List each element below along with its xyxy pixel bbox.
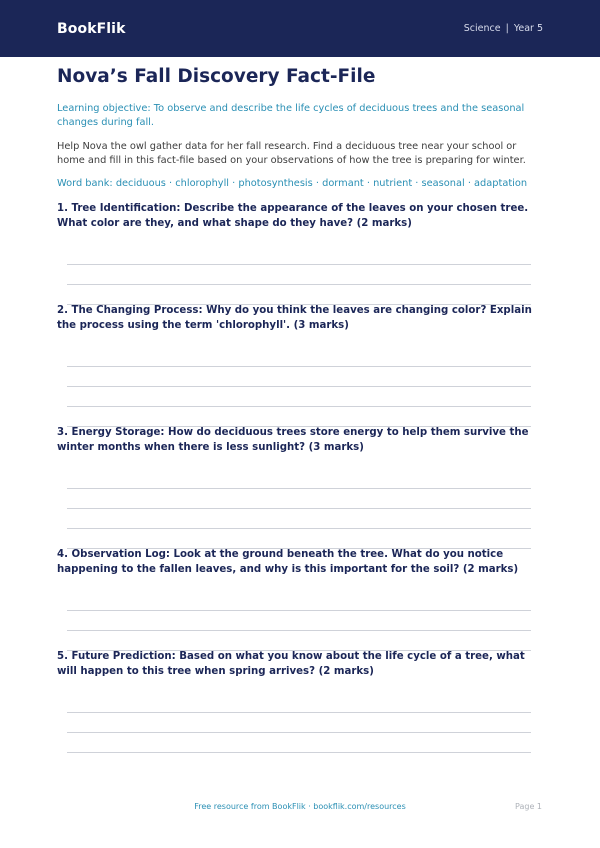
answer-line[interactable] — [67, 386, 531, 387]
brand-logo-text[interactable]: BookFlik — [57, 20, 126, 37]
subject-year-label — [464, 23, 543, 34]
answer-line[interactable] — [67, 630, 531, 631]
question-5 — [57, 650, 532, 679]
page-title: Nova’s Fall Discovery Fact-File — [57, 66, 376, 87]
question-text: 3. Energy Storage: How do deciduous trees store energy to help them survive the winter months when there is less sunlight? (3 marks) — [57, 427, 529, 453]
question-3 — [57, 426, 532, 455]
answer-line[interactable] — [67, 528, 531, 529]
answer-line[interactable] — [67, 732, 531, 733]
question-text: 5. Future Prediction: Based on what you know about the life cycle of a tree, what will happen to this tree when spring arrives? (2 marks) — [57, 651, 525, 677]
worksheet-intro — [57, 66, 532, 205]
answer-line[interactable] — [67, 406, 531, 407]
answer-line[interactable] — [67, 752, 531, 753]
question-text: 4. Observation Log: Look at the ground beneath the tree. What do you notice happening to the fallen leaves, and why is this important for the soil? (2 marks) — [57, 549, 519, 575]
footer-source-link[interactable]: Free resource from BookFlik · bookflik.com/resources — [194, 802, 406, 811]
intro-text: Help Nova the owl gather data for her fall research. Find a deciduous tree near your school or home and fill in this fact-file based on your observations of how the tree is preparing for winter. — [57, 141, 526, 166]
answer-line[interactable] — [67, 508, 531, 509]
answer-line[interactable] — [67, 610, 531, 611]
answer-line[interactable] — [67, 712, 531, 713]
answer-line[interactable] — [67, 488, 531, 489]
question-text: 1. Tree Identification: Describe the appearance of the leaves on your chosen tree. What color are they, and what shape do they have? (2 marks) — [57, 203, 529, 229]
answer-line[interactable] — [67, 264, 531, 265]
year-label: Year 5 — [513, 23, 543, 34]
subject-label: Science — [463, 23, 501, 34]
question-4 — [57, 548, 532, 577]
learning-objective: Learning objective: To observe and describe the life cycles of deciduous trees and the seasonal changes during fall. — [57, 103, 525, 128]
page-number: Page 1 — [515, 802, 542, 811]
answer-line[interactable] — [67, 284, 531, 285]
page-footer — [0, 802, 600, 814]
question-1 — [57, 202, 532, 231]
page-header — [0, 0, 600, 57]
answer-line[interactable] — [67, 366, 531, 367]
word-bank: Word bank: deciduous · chlorophyll · photosynthesis · dormant · nutrient · seasonal · adaptation — [57, 178, 528, 189]
question-2 — [57, 304, 532, 333]
question-text: 2. The Changing Process: Why do you think the leaves are changing color? Explain the process using the term 'chlorophyll'. (3 marks) — [57, 305, 532, 331]
header-separator: | — [505, 23, 509, 34]
